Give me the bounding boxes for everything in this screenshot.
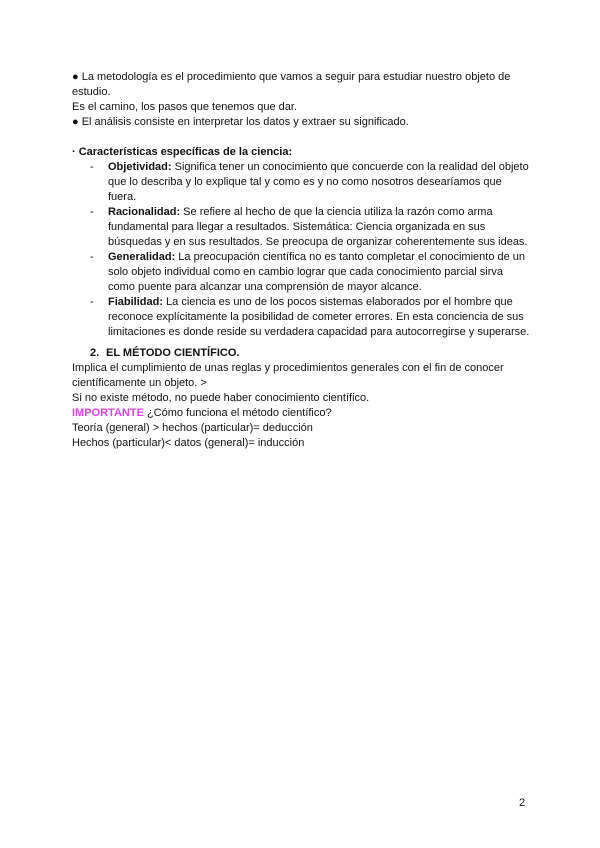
definition-objetividad: Significa tener un conocimiento que concuerde con la realidad del objeto que lo describa y lo explique tal y como es y no como nosotros desearíamos que fuera. bbox=[108, 161, 529, 203]
list-item-fiabilidad bbox=[72, 295, 532, 340]
dash-marker: - bbox=[90, 206, 94, 218]
paragraph-sin-metodo: Si no existe método, no puede haber conocimiento científico. bbox=[72, 392, 370, 404]
dash-marker: - bbox=[90, 296, 94, 308]
paragraph-camino: Es el camino, los pasos que tenemos que dar. bbox=[72, 101, 298, 113]
list-item-racionalidad bbox=[72, 205, 532, 250]
paragraph-analisis: ● El análisis consiste en interpretar los datos y extraer su significado. bbox=[72, 116, 409, 128]
section-heading-metodo bbox=[72, 346, 532, 361]
term-objetividad: Objetividad: bbox=[108, 161, 172, 173]
dash-marker: - bbox=[90, 161, 94, 173]
page-content bbox=[72, 70, 532, 451]
term-generalidad: Generalidad: bbox=[108, 251, 176, 263]
section-title: EL MÉTODO CIENTÍFICO. bbox=[106, 347, 240, 359]
definition-fiabilidad: La ciencia es uno de los pocos sistemas elaborados por el hombre que reconoce explícitamente la posibilidad de cometer errores. En esta conciencia de sus limitaciones es donde reside su verdadera capacidad para autocorregirse y superarse. bbox=[108, 296, 530, 338]
deduccion-line: Teoría (general) > hechos (particular)= deducción bbox=[72, 422, 313, 434]
paragraph-metodologia: ● La metodología es el procedimiento que vamos a seguir para estudiar nuestro objeto de estudio. bbox=[72, 71, 511, 98]
list-item-objetividad bbox=[72, 160, 532, 205]
caracteristicas-list bbox=[72, 160, 532, 340]
dash-marker: - bbox=[90, 251, 94, 263]
term-fiabilidad: Fiabilidad: bbox=[108, 296, 163, 308]
page-number: 2 bbox=[519, 797, 526, 809]
term-racionalidad: Racionalidad: bbox=[108, 206, 181, 218]
list-item-generalidad bbox=[72, 250, 532, 295]
caracteristicas-heading: · Características específicas de la ciencia: bbox=[72, 146, 293, 158]
importante-question: ¿Cómo funciona el método científico? bbox=[143, 407, 332, 419]
paragraph-implica: Implica el cumplimiento de unas reglas y procedimientos generales con el fin de conocer científicamente un objeto. > bbox=[72, 362, 504, 389]
definition-generalidad: La preocupación científica no es tanto completar el conocimiento de un solo objeto individual como en cambio lograr que cada conocimiento parcial sirva como puente para alcanzar una comprensión de mayor alcance. bbox=[108, 251, 526, 293]
spacer bbox=[72, 130, 532, 145]
definition-racionalidad: Se refiere al hecho de que la ciencia utiliza la razón como arma fundamental para llegar a resultados. Sistemática: Ciencia organizada en sus búsquedas y en sus resultados. Se preocupa de organizar coherentemente sus ideas. bbox=[108, 206, 528, 248]
importante-line bbox=[72, 406, 532, 421]
induccion-line: Hechos (particular)< datos (general)= inducción bbox=[72, 437, 305, 449]
importante-label: IMPORTANTE bbox=[72, 407, 144, 419]
section-number: 2. bbox=[90, 347, 100, 359]
